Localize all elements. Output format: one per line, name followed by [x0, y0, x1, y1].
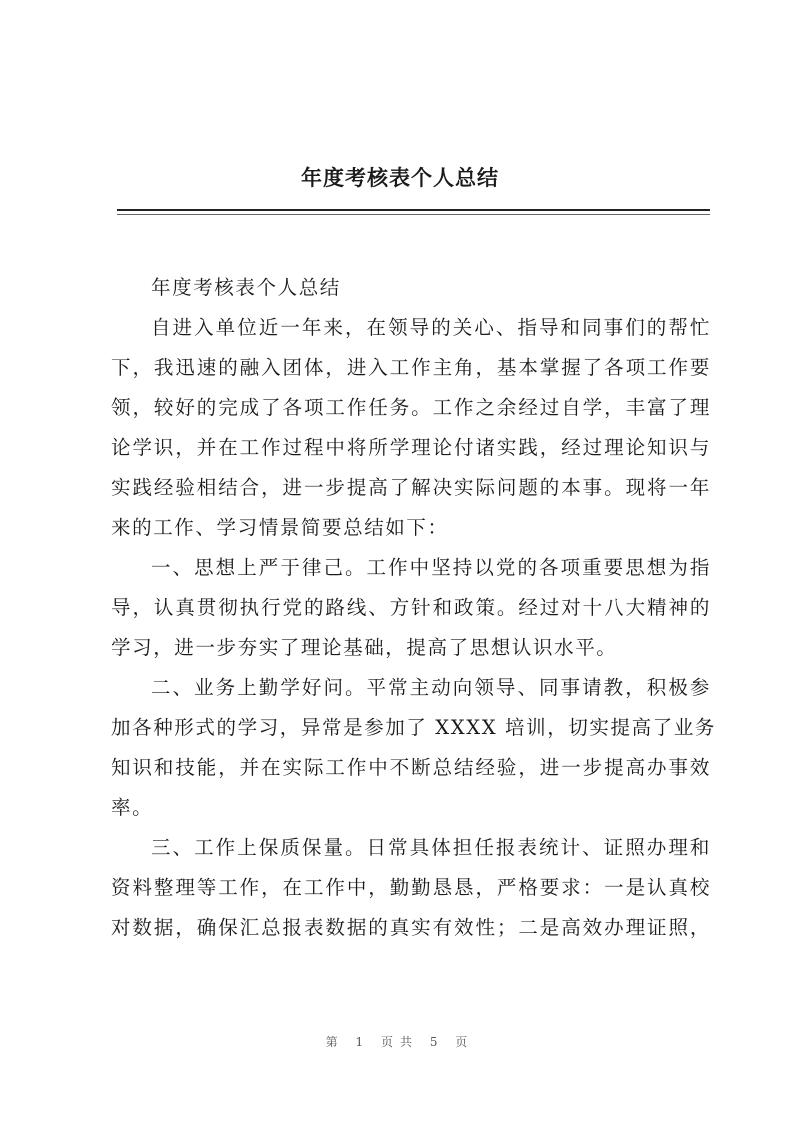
body-line: 年度考核表个人总结	[151, 276, 341, 299]
body-line: 实践经验相结合，进一步提高了解决实际问题的本事。现将一年	[111, 476, 711, 499]
body-line: 资料整理等工作，在工作中，勤勤恳恳，严格要求：一是认真校	[111, 876, 711, 899]
body-line: 一、思想上严于律己。工作中坚持以党的各项重要思想为指	[151, 556, 711, 579]
current-page-number: 1	[355, 1035, 371, 1049]
body-line: 自进入单位近一年来，在领导的关心、指导和同事们的帮忙	[151, 316, 711, 339]
total-pages-number: 5	[429, 1035, 445, 1049]
document-title: 年度考核表个人总结	[301, 165, 499, 190]
document-body	[111, 268, 717, 948]
body-line: 率。	[111, 796, 154, 819]
page-label-prefix: 第	[325, 1035, 345, 1049]
body-line: 加各种形式的学习，异常是参加了 XXXX 培训，切实提高了业务	[111, 716, 717, 739]
page-footer	[0, 1033, 800, 1050]
body-line: 三、工作上保质保量。日常具体担任报表统计、证照办理和	[151, 836, 711, 859]
body-line: 领，较好的完成了各项工作任务。工作之余经过自学，丰富了理	[111, 396, 711, 419]
title-divider-thin	[117, 214, 710, 215]
title-divider	[117, 209, 710, 211]
body-line: 论学识，并在工作过程中将所学理论付诸实践，经过理论知识与	[111, 436, 711, 459]
body-line: 下，我迅速的融入团体，进入工作主角，基本掌握了各项工作要	[111, 356, 711, 379]
page-label-mid: 页共	[380, 1035, 419, 1049]
body-line: 学习，进一步夯实了理论基础，提高了思想认识水平。	[111, 636, 618, 659]
body-line: 知识和技能，并在实际工作中不断总结经验，进一步提高办事效	[111, 756, 711, 779]
body-line: 导，认真贯彻执行党的路线、方针和政策。经过对十八大精神的	[111, 596, 711, 619]
body-line: 二、业务上勤学好问。平常主动向领导、同事请教，积极参	[151, 676, 711, 699]
body-line: 来的工作、学习情景简要总结如下：	[111, 516, 449, 539]
page-label-suffix: 页	[455, 1035, 475, 1049]
body-line: 对数据，确保汇总报表数据的真实有效性；二是高效办理证照，	[111, 916, 711, 939]
